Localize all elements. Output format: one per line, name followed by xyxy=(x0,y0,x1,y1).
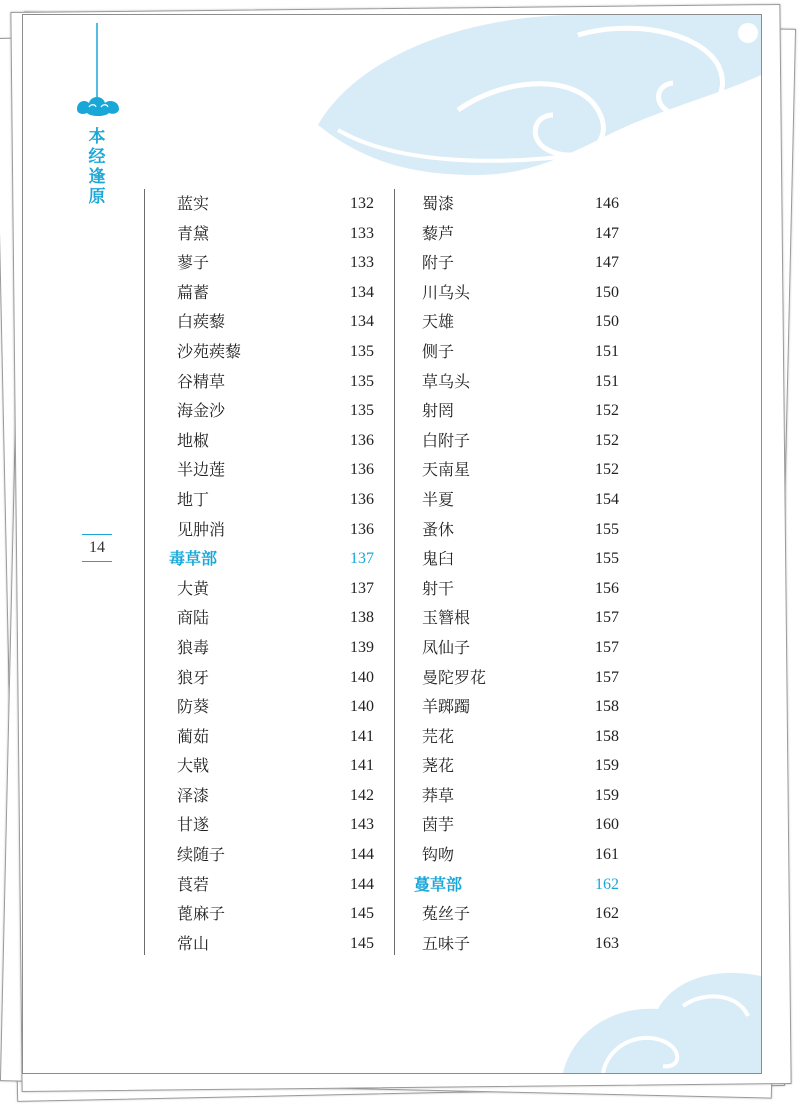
entry-page-number: 135 xyxy=(350,342,374,360)
entry-name: 曼陀罗花 xyxy=(422,667,487,687)
entry-name: 狼毒 xyxy=(177,637,210,657)
entry-page-number: 136 xyxy=(350,520,374,538)
entry-page-number: 144 xyxy=(350,846,374,864)
toc-entry xyxy=(173,899,374,929)
entry-name: 羊踯躅 xyxy=(422,697,471,717)
entry-name: 茵芋 xyxy=(422,815,455,835)
toc-entry xyxy=(418,840,619,870)
entry-page-number: 159 xyxy=(595,757,619,775)
entry-name: 草乌头 xyxy=(422,371,471,391)
toc-entry xyxy=(418,307,619,337)
toc-entry xyxy=(418,633,619,663)
entry-name: 蚤休 xyxy=(422,519,455,539)
entry-name: 鬼臼 xyxy=(422,549,455,569)
toc-entry xyxy=(173,307,374,337)
entry-page-number: 162 xyxy=(595,905,619,923)
column-divider-right xyxy=(394,189,395,955)
entry-name: 白蒺藜 xyxy=(177,312,226,332)
entry-page-number: 154 xyxy=(595,490,619,508)
column-divider-left xyxy=(144,189,145,955)
toc-entry xyxy=(418,189,619,219)
entry-name: 蓼子 xyxy=(177,253,210,273)
entry-page-number: 133 xyxy=(350,224,374,242)
toc-entry xyxy=(418,929,619,959)
page-number: 14 xyxy=(82,534,112,562)
entry-name: 蓖麻子 xyxy=(177,904,226,924)
entry-page-number: 140 xyxy=(350,698,374,716)
entry-page-number: 136 xyxy=(350,490,374,508)
entry-name: 藜芦 xyxy=(422,223,455,243)
entry-name: 射干 xyxy=(422,578,455,598)
toc-entry xyxy=(173,870,374,900)
entry-page-number: 152 xyxy=(595,402,619,420)
entry-name: 菟丝子 xyxy=(422,904,471,924)
entry-name: 谷精草 xyxy=(177,371,226,391)
entry-name: 商陆 xyxy=(177,608,210,628)
entry-name: 射罔 xyxy=(422,401,455,421)
entry-page-number: 147 xyxy=(595,254,619,272)
entry-page-number: 155 xyxy=(595,550,619,568)
toc-section-heading xyxy=(169,544,374,574)
toc-entry xyxy=(418,751,619,781)
toc-entry xyxy=(418,781,619,811)
entry-name: 续随子 xyxy=(177,845,226,865)
toc-entry xyxy=(173,692,374,722)
entry-page-number: 140 xyxy=(350,668,374,686)
toc-entry xyxy=(173,722,374,752)
entry-page-number: 152 xyxy=(595,431,619,449)
toc-entry xyxy=(418,485,619,515)
entry-name: 玉簪根 xyxy=(422,608,471,628)
toc-entry xyxy=(173,485,374,515)
entry-name: 萹蓄 xyxy=(177,282,210,302)
toc-entry xyxy=(173,515,374,545)
toc-entry xyxy=(418,574,619,604)
entry-name: 白附子 xyxy=(422,430,471,450)
entry-page-number: 137 xyxy=(350,579,374,597)
entry-page-number: 151 xyxy=(595,372,619,390)
toc-entry xyxy=(173,751,374,781)
entry-name: 蔺茹 xyxy=(177,726,210,746)
entry-name: 泽漆 xyxy=(177,785,210,805)
toc-entry xyxy=(173,367,374,397)
entry-page-number: 134 xyxy=(350,283,374,301)
entry-name: 五味子 xyxy=(422,933,471,953)
toc-section-heading xyxy=(414,870,619,900)
entry-page-number: 145 xyxy=(350,934,374,952)
entry-name: 半夏 xyxy=(422,489,455,509)
entry-page-number: 135 xyxy=(350,372,374,390)
entry-page-number: 144 xyxy=(350,875,374,893)
toc-entry xyxy=(418,396,619,426)
book-title-vertical: 本经逢原 xyxy=(88,127,106,207)
toc-column-right xyxy=(414,189,619,958)
entry-page-number: 134 xyxy=(350,313,374,331)
cloud-ornament-icon xyxy=(73,15,123,125)
entry-name: 蜀漆 xyxy=(422,194,455,213)
toc-entry xyxy=(173,810,374,840)
entry-name: 天南星 xyxy=(422,460,471,480)
entry-name: 天雄 xyxy=(422,312,455,332)
entry-page-number: 137 xyxy=(350,550,374,568)
toc-entry xyxy=(173,781,374,811)
toc-entry xyxy=(173,248,374,278)
toc-entry xyxy=(418,544,619,574)
section-title: 毒草部 xyxy=(169,549,218,569)
entry-name: 荛花 xyxy=(422,756,455,776)
toc-entry xyxy=(173,840,374,870)
entry-name: 地丁 xyxy=(177,489,210,509)
toc-entry xyxy=(173,189,374,219)
entry-page-number: 141 xyxy=(350,757,374,775)
toc-entry xyxy=(418,278,619,308)
entry-name: 防葵 xyxy=(177,697,210,717)
entry-page-number: 151 xyxy=(595,342,619,360)
toc-entry xyxy=(418,367,619,397)
toc-entry xyxy=(173,663,374,693)
entry-page-number: 141 xyxy=(350,727,374,745)
toc-entry xyxy=(418,219,619,249)
toc-entry xyxy=(173,633,374,663)
toc-entry xyxy=(418,899,619,929)
entry-name: 地椒 xyxy=(177,430,210,450)
entry-page-number: 136 xyxy=(350,431,374,449)
entry-page-number: 158 xyxy=(595,727,619,745)
entry-page-number: 162 xyxy=(595,875,619,893)
entry-page-number: 136 xyxy=(350,461,374,479)
cloud-pattern-bottom xyxy=(563,961,761,1073)
entry-page-number: 156 xyxy=(595,579,619,597)
toc-entry xyxy=(418,515,619,545)
toc-column-left xyxy=(169,189,374,958)
entry-name: 沙苑蒺藜 xyxy=(177,341,242,361)
toc-entry xyxy=(418,722,619,752)
entry-page-number: 138 xyxy=(350,609,374,627)
entry-page-number: 132 xyxy=(350,195,374,212)
toc-entry xyxy=(418,663,619,693)
entry-page-number: 157 xyxy=(595,609,619,627)
entry-name: 大戟 xyxy=(177,756,210,776)
entry-name: 海金沙 xyxy=(177,401,226,421)
entry-page-number: 133 xyxy=(350,254,374,272)
entry-page-number: 159 xyxy=(595,786,619,804)
entry-name: 半边莲 xyxy=(177,460,226,480)
toc-entry xyxy=(173,603,374,633)
section-title: 蔓草部 xyxy=(414,874,463,894)
toc-entry xyxy=(418,692,619,722)
entry-name: 侧子 xyxy=(422,341,455,361)
toc-entry xyxy=(418,603,619,633)
entry-page-number: 155 xyxy=(595,520,619,538)
toc-entry xyxy=(173,426,374,456)
entry-name: 大黄 xyxy=(177,578,210,598)
toc-entry xyxy=(173,396,374,426)
toc-entry xyxy=(173,337,374,367)
toc-entry xyxy=(173,278,374,308)
entry-name: 附子 xyxy=(422,253,455,273)
toc-entry xyxy=(173,455,374,485)
toc-entry xyxy=(418,337,619,367)
entry-page-number: 142 xyxy=(350,786,374,804)
entry-name: 甘遂 xyxy=(177,815,210,835)
entry-page-number: 158 xyxy=(595,698,619,716)
entry-page-number: 150 xyxy=(595,313,619,331)
entry-page-number: 152 xyxy=(595,461,619,479)
entry-page-number: 157 xyxy=(595,668,619,686)
entry-page-number: 157 xyxy=(595,638,619,656)
entry-name: 莽草 xyxy=(422,785,455,805)
entry-name: 钩吻 xyxy=(422,845,455,865)
entry-page-number: 146 xyxy=(595,195,619,212)
book-page xyxy=(22,14,762,1074)
entry-page-number: 139 xyxy=(350,638,374,656)
toc-entry xyxy=(173,574,374,604)
toc-entry xyxy=(418,810,619,840)
entry-name: 蓝实 xyxy=(177,194,210,213)
entry-page-number: 160 xyxy=(595,816,619,834)
entry-page-number: 150 xyxy=(595,283,619,301)
entry-name: 常山 xyxy=(177,933,210,953)
entry-page-number: 161 xyxy=(595,846,619,864)
toc-entry xyxy=(418,426,619,456)
entry-name: 川乌头 xyxy=(422,282,471,302)
entry-name: 凤仙子 xyxy=(422,637,471,657)
entry-page-number: 147 xyxy=(595,224,619,242)
entry-name: 狼牙 xyxy=(177,667,210,687)
entry-name: 青黛 xyxy=(177,223,210,243)
entry-name: 莨菪 xyxy=(177,874,210,894)
toc-entry xyxy=(173,929,374,959)
entry-page-number: 143 xyxy=(350,816,374,834)
entry-page-number: 135 xyxy=(350,402,374,420)
entry-page-number: 145 xyxy=(350,905,374,923)
toc-entry xyxy=(173,219,374,249)
cloud-pattern-top xyxy=(278,15,761,190)
entry-name: 见肿消 xyxy=(177,519,226,539)
toc-entry xyxy=(418,455,619,485)
toc-entry xyxy=(418,248,619,278)
entry-name: 芫花 xyxy=(422,726,455,746)
entry-page-number: 163 xyxy=(595,934,619,952)
